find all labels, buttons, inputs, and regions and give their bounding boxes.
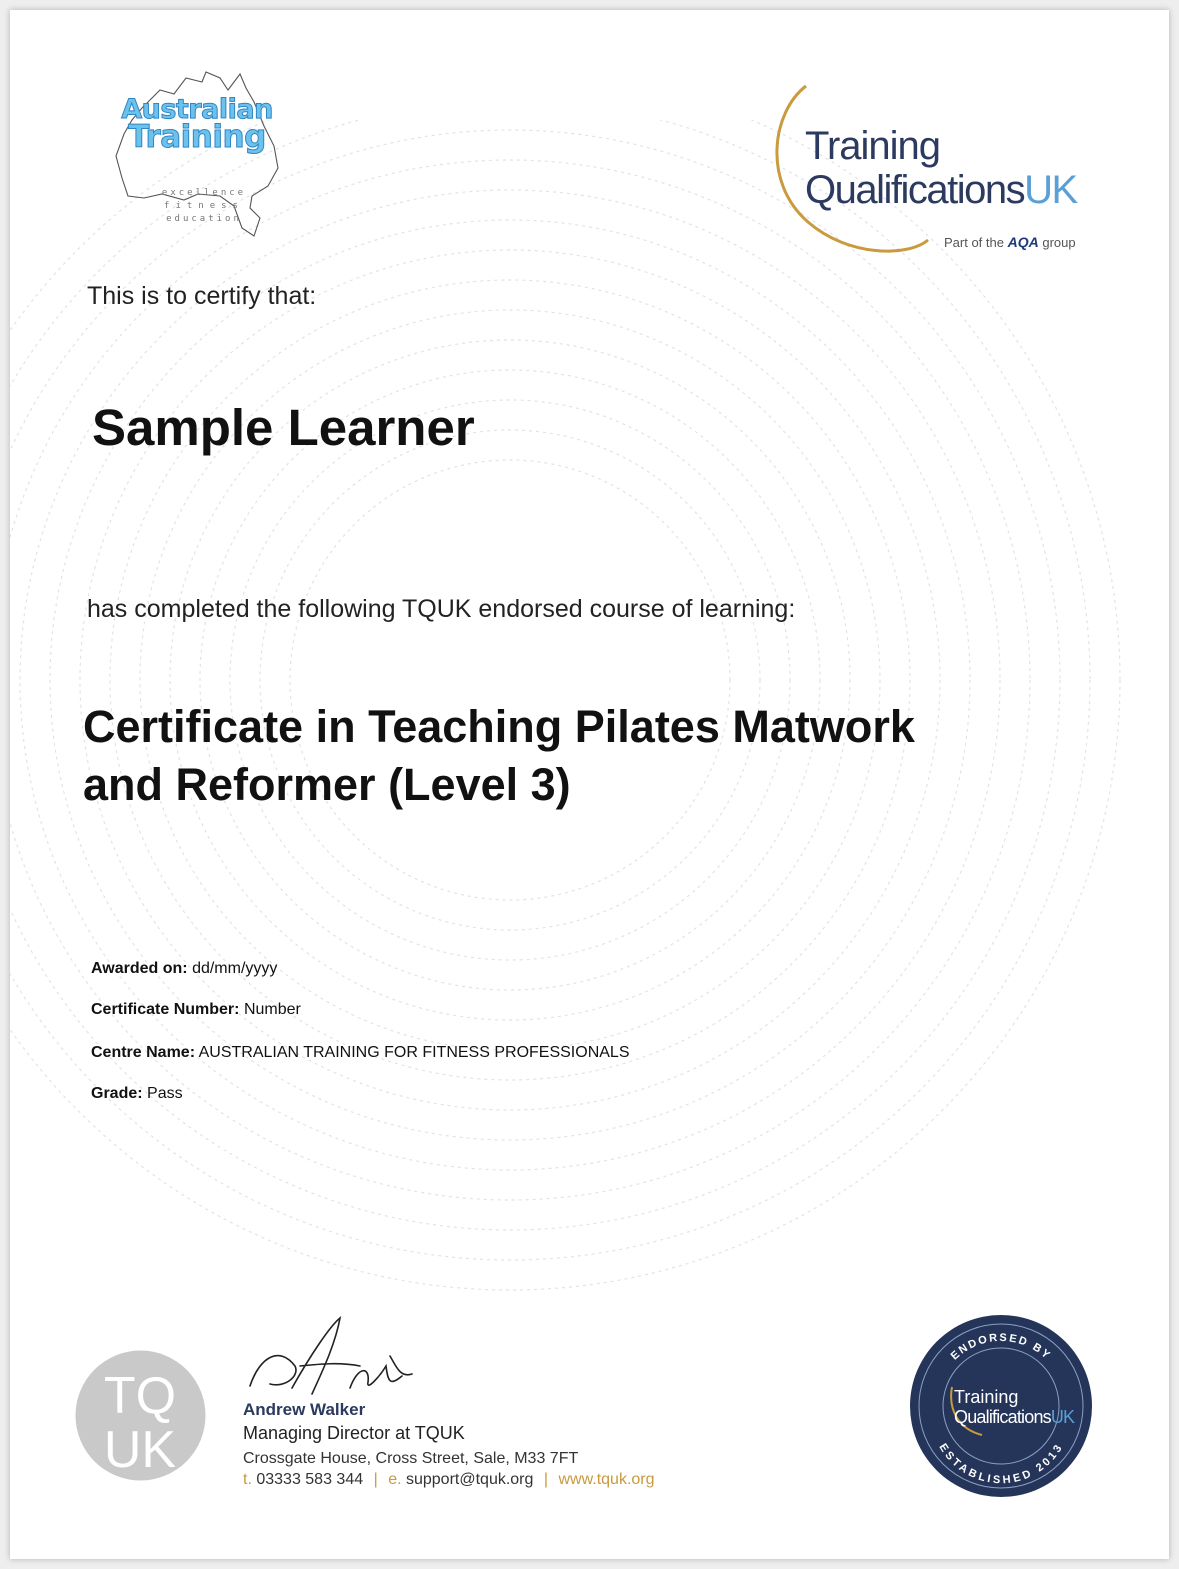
logo-tagline-fitness: fitness <box>164 201 244 211</box>
certificate-number-label: Certificate Number: <box>91 1001 240 1018</box>
badge-uk: UK <box>1050 1407 1075 1427</box>
endorsed-badge <box>908 1313 1094 1499</box>
handwritten-signature <box>240 1316 420 1406</box>
phone-prefix: t. <box>243 1471 252 1488</box>
aqa-group-line <box>944 234 1076 250</box>
centre-name-label: Centre Name: <box>91 1044 196 1061</box>
awarded-on-row <box>91 960 277 978</box>
badge-qualifications <box>954 1407 1075 1427</box>
awarded-on-value: dd/mm/yyyy <box>192 960 278 977</box>
course-title-line2: and Reformer (Level 3) <box>83 759 571 810</box>
tquk-logo-qualifications-word: Qualifications <box>805 168 1025 212</box>
signatory-role: Managing Director at TQUK <box>243 1423 465 1443</box>
signatory-name: Andrew Walker <box>243 1400 366 1419</box>
email-prefix: e. <box>388 1471 402 1488</box>
logo-tagline-education: education <box>166 214 242 224</box>
awarded-on-label: Awarded on: <box>91 960 188 977</box>
centre-name-row <box>91 1044 629 1062</box>
contact-separator: | <box>543 1471 549 1488</box>
tquk-logo-uk: UK <box>1024 168 1077 212</box>
completed-statement: has completed the following TQUK endorsed course of learning: <box>87 595 796 623</box>
grade-row <box>91 1085 183 1103</box>
logo-word-australian: Australian <box>121 94 273 125</box>
course-title <box>83 698 1063 814</box>
badge-qualifications-word: Qualifications <box>954 1407 1051 1427</box>
course-title-line1: Certificate in Teaching Pilates Matwork <box>83 701 915 752</box>
grade-value: Pass <box>147 1085 183 1102</box>
certify-intro: This is to certify that: <box>87 282 317 310</box>
logo-tagline-excellence: excellence <box>161 188 247 198</box>
tquk-logo-training: Training <box>805 124 941 168</box>
learner-name: Sample Learner <box>92 399 475 456</box>
australian-training-logo <box>102 68 302 243</box>
tquk-circle-logo <box>74 1349 207 1482</box>
phone-number: 03333 583 344 <box>256 1471 364 1488</box>
aqa-brand: AQA <box>1007 234 1039 250</box>
grade-label: Grade: <box>91 1085 143 1102</box>
contact-separator: | <box>373 1471 378 1488</box>
badge-bottom-text: ESTABLISHED 2013 <box>936 1441 1066 1487</box>
circle-logo-uk: UK <box>103 1421 177 1479</box>
tquk-contact <box>243 1471 655 1489</box>
website-link[interactable]: www.tquk.org <box>558 1471 655 1488</box>
certificate-number-value: Number <box>243 1001 301 1018</box>
centre-name-value: AUSTRALIAN TRAINING FOR FITNESS PROFESSIONALS <box>198 1044 630 1061</box>
badge-training: Training <box>954 1387 1019 1407</box>
logo-word-training: Training <box>128 119 266 155</box>
certificate-number-row <box>91 1001 301 1019</box>
certificate-page <box>10 10 1169 1559</box>
aqa-prefix: Part of the <box>944 235 1004 250</box>
badge-top-text: ENDORSED BY <box>948 1331 1054 1363</box>
email-address[interactable]: support@tquk.org <box>405 1471 534 1488</box>
tquk-logo <box>768 82 1108 267</box>
tquk-logo-qualifications <box>805 170 1077 210</box>
aqa-suffix: group <box>1042 235 1076 250</box>
circle-logo-tq: TQ <box>103 1367 177 1425</box>
tquk-address: Crossgate House, Cross Street, Sale, M33 7FT <box>243 1450 579 1467</box>
